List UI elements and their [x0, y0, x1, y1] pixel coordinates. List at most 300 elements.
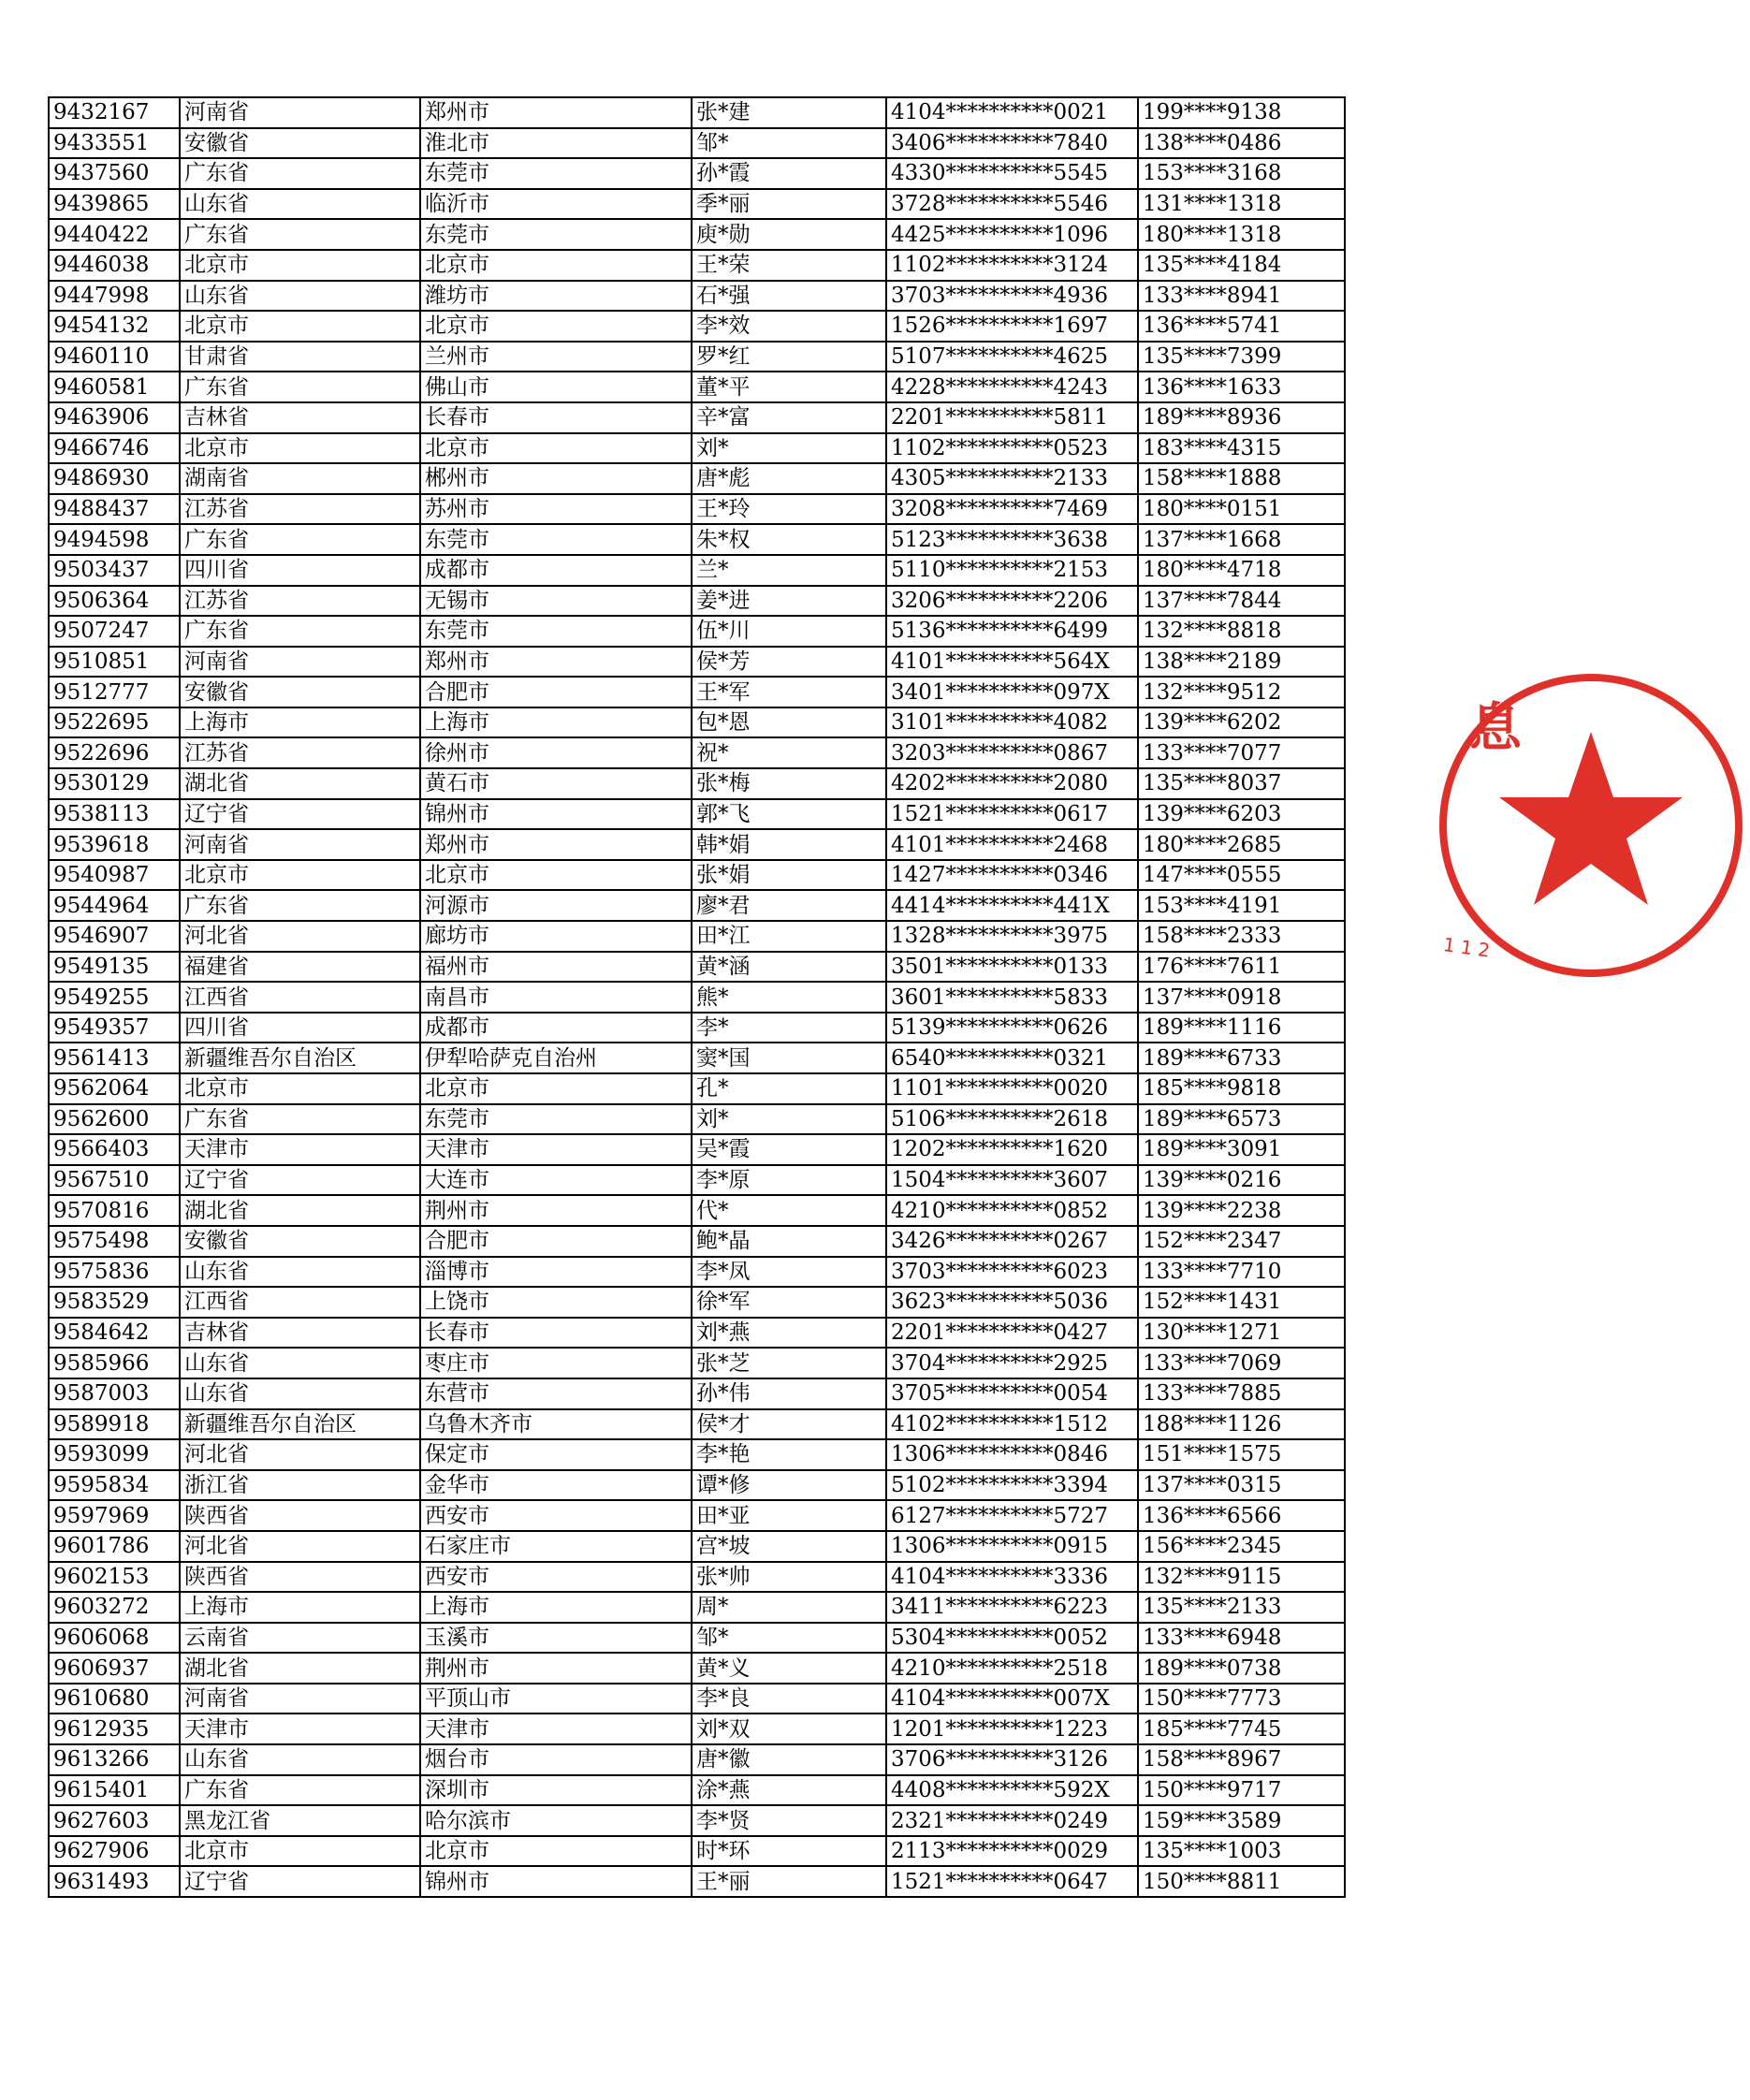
phone-cell: 135****4184 [1138, 250, 1345, 281]
table-row [49, 1195, 1345, 1226]
record-id-cell: 9549255 [49, 982, 180, 1013]
province-cell: 广东省 [180, 158, 420, 189]
name-cell: 田*江 [692, 921, 886, 952]
id-number-cell: 3203**********0867 [886, 737, 1138, 768]
city-cell: 佛山市 [420, 372, 692, 402]
city-cell: 北京市 [420, 250, 692, 281]
table-row [49, 1439, 1345, 1470]
record-id-cell: 9538113 [49, 799, 180, 830]
city-cell: 上海市 [420, 707, 692, 738]
name-cell: 田*亚 [692, 1500, 886, 1531]
name-cell: 宫*坡 [692, 1531, 886, 1562]
phone-cell: 135****2133 [1138, 1592, 1345, 1623]
phone-cell: 137****0918 [1138, 982, 1345, 1013]
record-id-cell: 9575498 [49, 1226, 180, 1257]
id-number-cell: 4210**********0852 [886, 1195, 1138, 1226]
city-cell: 郴州市 [420, 463, 692, 494]
city-cell: 烟台市 [420, 1744, 692, 1775]
phone-cell: 185****7745 [1138, 1714, 1345, 1744]
name-cell: 熊* [692, 982, 886, 1013]
id-number-cell: 1521**********0647 [886, 1866, 1138, 1897]
city-cell: 北京市 [420, 1836, 692, 1867]
province-cell: 山东省 [180, 281, 420, 312]
record-id-cell: 9454132 [49, 311, 180, 342]
record-id-cell: 9460581 [49, 372, 180, 402]
city-cell: 北京市 [420, 1073, 692, 1104]
id-number-cell: 1202**********1620 [886, 1134, 1138, 1165]
record-id-cell: 9522695 [49, 707, 180, 738]
phone-cell: 180****4718 [1138, 555, 1345, 586]
record-id-cell: 9447998 [49, 281, 180, 312]
record-id-cell: 9439865 [49, 189, 180, 220]
record-id-cell: 9463906 [49, 402, 180, 433]
name-cell: 罗*红 [692, 342, 886, 372]
id-number-cell: 3426**********0267 [886, 1226, 1138, 1257]
city-cell: 北京市 [420, 860, 692, 891]
province-cell: 安徽省 [180, 128, 420, 159]
table-row [49, 1348, 1345, 1378]
table-row [49, 524, 1345, 555]
city-cell: 大连市 [420, 1165, 692, 1196]
table-row [49, 799, 1345, 830]
table-row [49, 219, 1345, 250]
phone-cell: 185****9818 [1138, 1073, 1345, 1104]
record-id-cell: 9584642 [49, 1318, 180, 1349]
record-id-cell: 9530129 [49, 768, 180, 799]
name-cell: 李*良 [692, 1684, 886, 1714]
record-id-cell: 9460110 [49, 342, 180, 372]
name-cell: 郭*飞 [692, 799, 886, 830]
city-cell: 锦州市 [420, 799, 692, 830]
table-row [49, 1684, 1345, 1714]
table-row [49, 1836, 1345, 1867]
id-number-cell: 3601**********5833 [886, 982, 1138, 1013]
name-cell: 孙*伟 [692, 1378, 886, 1409]
table-body [49, 97, 1345, 1897]
province-cell: 广东省 [180, 616, 420, 647]
id-number-cell: 4104**********0021 [886, 97, 1138, 128]
name-cell: 时*环 [692, 1836, 886, 1867]
table-row [49, 1409, 1345, 1440]
id-number-cell: 5304**********0052 [886, 1623, 1138, 1654]
name-cell: 窦*国 [692, 1043, 886, 1073]
id-number-cell: 1306**********0915 [886, 1531, 1138, 1562]
phone-cell: 139****0216 [1138, 1165, 1345, 1196]
id-number-cell: 1306**********0846 [886, 1439, 1138, 1470]
record-id-cell: 9506364 [49, 586, 180, 617]
province-cell: 河南省 [180, 829, 420, 860]
table-row [49, 1866, 1345, 1897]
id-number-cell: 5102**********3394 [886, 1470, 1138, 1501]
province-cell: 河北省 [180, 1439, 420, 1470]
record-id-cell: 9597969 [49, 1500, 180, 1531]
id-number-cell: 5136**********6499 [886, 616, 1138, 647]
province-cell: 河南省 [180, 647, 420, 678]
province-cell: 江西省 [180, 1287, 420, 1318]
city-cell: 西安市 [420, 1562, 692, 1593]
city-cell: 东莞市 [420, 524, 692, 555]
name-cell: 王*丽 [692, 1866, 886, 1897]
province-cell: 湖北省 [180, 1195, 420, 1226]
id-number-cell: 5106**********2618 [886, 1104, 1138, 1135]
id-number-cell: 4305**********2133 [886, 463, 1138, 494]
table-row [49, 952, 1345, 983]
province-cell: 广东省 [180, 890, 420, 921]
province-cell: 北京市 [180, 860, 420, 891]
phone-cell: 176****7611 [1138, 952, 1345, 983]
phone-cell: 133****7077 [1138, 737, 1345, 768]
record-id-cell: 9575836 [49, 1257, 180, 1288]
province-cell: 河南省 [180, 1684, 420, 1714]
record-id-cell: 9440422 [49, 219, 180, 250]
city-cell: 合肥市 [420, 677, 692, 707]
province-cell: 广东省 [180, 1775, 420, 1806]
table-row [49, 433, 1345, 464]
id-number-cell: 4414**********441X [886, 890, 1138, 921]
city-cell: 乌鲁木齐市 [420, 1409, 692, 1440]
city-cell: 东营市 [420, 1378, 692, 1409]
record-id-cell: 9494598 [49, 524, 180, 555]
name-cell: 徐*军 [692, 1287, 886, 1318]
name-cell: 侯*芳 [692, 647, 886, 678]
record-id-cell: 9602153 [49, 1562, 180, 1593]
id-number-cell: 3728**********5546 [886, 189, 1138, 220]
record-id-cell: 9433551 [49, 128, 180, 159]
province-cell: 新疆维吾尔自治区 [180, 1043, 420, 1073]
table-row [49, 982, 1345, 1013]
name-cell: 季*丽 [692, 189, 886, 220]
phone-cell: 153****4191 [1138, 890, 1345, 921]
id-number-cell: 4408**********592X [886, 1775, 1138, 1806]
phone-cell: 138****0486 [1138, 128, 1345, 159]
province-cell: 辽宁省 [180, 1866, 420, 1897]
seal-star-icon [1499, 732, 1683, 905]
city-cell: 淮北市 [420, 128, 692, 159]
id-number-cell: 1504**********3607 [886, 1165, 1138, 1196]
id-number-cell: 3501**********0133 [886, 952, 1138, 983]
city-cell: 东莞市 [420, 219, 692, 250]
id-number-cell: 3705**********0054 [886, 1378, 1138, 1409]
name-cell: 张*芝 [692, 1348, 886, 1378]
phone-cell: 139****2238 [1138, 1195, 1345, 1226]
province-cell: 福建省 [180, 952, 420, 983]
record-id-cell: 9561413 [49, 1043, 180, 1073]
table-row [49, 737, 1345, 768]
name-cell: 伍*川 [692, 616, 886, 647]
name-cell: 李*凤 [692, 1257, 886, 1288]
province-cell: 湖南省 [180, 463, 420, 494]
name-cell: 鲍*晶 [692, 1226, 886, 1257]
name-cell: 孙*霞 [692, 158, 886, 189]
province-cell: 吉林省 [180, 1318, 420, 1349]
province-cell: 辽宁省 [180, 799, 420, 830]
province-cell: 云南省 [180, 1623, 420, 1654]
record-id-cell: 9593099 [49, 1439, 180, 1470]
name-cell: 刘*燕 [692, 1318, 886, 1349]
city-cell: 郑州市 [420, 829, 692, 860]
name-cell: 朱*权 [692, 524, 886, 555]
record-id-cell: 9488437 [49, 494, 180, 525]
name-cell: 张*建 [692, 97, 886, 128]
record-id-cell: 9486930 [49, 463, 180, 494]
city-cell: 潍坊市 [420, 281, 692, 312]
record-id-cell: 9603272 [49, 1592, 180, 1623]
name-cell: 王*荣 [692, 250, 886, 281]
province-cell: 北京市 [180, 1073, 420, 1104]
id-number-cell: 2201**********5811 [886, 402, 1138, 433]
record-id-cell: 9615401 [49, 1775, 180, 1806]
phone-cell: 133****8941 [1138, 281, 1345, 312]
table-row [49, 1531, 1345, 1562]
record-id-cell: 9540987 [49, 860, 180, 891]
table-row [49, 1378, 1345, 1409]
id-number-cell: 1201**********1223 [886, 1714, 1138, 1744]
city-cell: 保定市 [420, 1439, 692, 1470]
name-cell: 李* [692, 1013, 886, 1043]
phone-cell: 188****1126 [1138, 1409, 1345, 1440]
city-cell: 苏州市 [420, 494, 692, 525]
name-cell: 张*梅 [692, 768, 886, 799]
phone-cell: 189****6733 [1138, 1043, 1345, 1073]
province-cell: 陕西省 [180, 1562, 420, 1593]
name-cell: 李*贤 [692, 1805, 886, 1836]
table-row [49, 1653, 1345, 1684]
phone-cell: 136****5741 [1138, 311, 1345, 342]
province-cell: 河北省 [180, 921, 420, 952]
phone-cell: 137****0315 [1138, 1470, 1345, 1501]
phone-cell: 132****9115 [1138, 1562, 1345, 1593]
name-cell: 李*原 [692, 1165, 886, 1196]
id-number-cell: 1102**********3124 [886, 250, 1138, 281]
phone-cell: 189****0738 [1138, 1653, 1345, 1684]
name-cell: 张*娟 [692, 860, 886, 891]
id-number-cell: 3206**********2206 [886, 586, 1138, 617]
id-number-cell: 1526**********1697 [886, 311, 1138, 342]
name-cell: 黄*涵 [692, 952, 886, 983]
province-cell: 山东省 [180, 1378, 420, 1409]
name-cell: 孔* [692, 1073, 886, 1104]
table-row [49, 1775, 1345, 1806]
table-row [49, 1257, 1345, 1288]
phone-cell: 139****6203 [1138, 799, 1345, 830]
phone-cell: 180****1318 [1138, 219, 1345, 250]
table-row [49, 616, 1345, 647]
name-cell: 吴*霞 [692, 1134, 886, 1165]
seal-number: 112 [1441, 933, 1497, 963]
city-cell: 东莞市 [420, 1104, 692, 1135]
phone-cell: 156****2345 [1138, 1531, 1345, 1562]
city-cell: 南昌市 [420, 982, 692, 1013]
phone-cell: 132****9512 [1138, 677, 1345, 707]
city-cell: 玉溪市 [420, 1623, 692, 1654]
name-cell: 董*平 [692, 372, 886, 402]
table-row [49, 1470, 1345, 1501]
city-cell: 石家庄市 [420, 1531, 692, 1562]
id-number-cell: 1101**********0020 [886, 1073, 1138, 1104]
province-cell: 广东省 [180, 1104, 420, 1135]
table-row [49, 829, 1345, 860]
name-cell: 王*军 [692, 677, 886, 707]
phone-cell: 159****3589 [1138, 1805, 1345, 1836]
province-cell: 山东省 [180, 1257, 420, 1288]
city-cell: 金华市 [420, 1470, 692, 1501]
province-cell: 广东省 [180, 372, 420, 402]
province-cell: 山东省 [180, 1744, 420, 1775]
id-number-cell: 3208**********7469 [886, 494, 1138, 525]
name-cell: 邹* [692, 1623, 886, 1654]
record-id-cell: 9567510 [49, 1165, 180, 1196]
table-row [49, 97, 1345, 128]
table-row [49, 158, 1345, 189]
record-id-cell: 9512777 [49, 677, 180, 707]
city-cell: 平顶山市 [420, 1684, 692, 1714]
id-number-cell: 2113**********0029 [886, 1836, 1138, 1867]
id-number-cell: 4228**********4243 [886, 372, 1138, 402]
table-row [49, 1714, 1345, 1744]
record-id-cell: 9507247 [49, 616, 180, 647]
seal-character: 息 [1469, 697, 1522, 759]
phone-cell: 180****2685 [1138, 829, 1345, 860]
record-id-cell: 9432167 [49, 97, 180, 128]
record-id-cell: 9510851 [49, 647, 180, 678]
city-cell: 兰州市 [420, 342, 692, 372]
phone-cell: 151****1575 [1138, 1439, 1345, 1470]
table-row [49, 250, 1345, 281]
record-id-cell: 9549357 [49, 1013, 180, 1043]
phone-cell: 135****1003 [1138, 1836, 1345, 1867]
data-table [48, 96, 1346, 1898]
phone-cell: 183****4315 [1138, 433, 1345, 464]
phone-cell: 150****9717 [1138, 1775, 1345, 1806]
table-row [49, 281, 1345, 312]
phone-cell: 132****8818 [1138, 616, 1345, 647]
table-row [49, 1744, 1345, 1775]
city-cell: 合肥市 [420, 1226, 692, 1257]
province-cell: 甘肃省 [180, 342, 420, 372]
province-cell: 北京市 [180, 433, 420, 464]
city-cell: 西安市 [420, 1500, 692, 1531]
record-id-cell: 9549135 [49, 952, 180, 983]
city-cell: 上饶市 [420, 1287, 692, 1318]
phone-cell: 180****0151 [1138, 494, 1345, 525]
province-cell: 北京市 [180, 311, 420, 342]
city-cell: 北京市 [420, 433, 692, 464]
province-cell: 河南省 [180, 97, 420, 128]
province-cell: 上海市 [180, 1592, 420, 1623]
table-row [49, 463, 1345, 494]
record-id-cell: 9606068 [49, 1623, 180, 1654]
name-cell: 李*效 [692, 311, 886, 342]
name-cell: 周* [692, 1592, 886, 1623]
record-id-cell: 9466746 [49, 433, 180, 464]
id-number-cell: 3704**********2925 [886, 1348, 1138, 1378]
city-cell: 锦州市 [420, 1866, 692, 1897]
id-number-cell: 3623**********5036 [886, 1287, 1138, 1318]
province-cell: 湖北省 [180, 1653, 420, 1684]
table-row [49, 647, 1345, 678]
phone-cell: 137****1668 [1138, 524, 1345, 555]
name-cell: 李*艳 [692, 1439, 886, 1470]
province-cell: 江苏省 [180, 494, 420, 525]
province-cell: 安徽省 [180, 1226, 420, 1257]
name-cell: 张*帅 [692, 1562, 886, 1593]
name-cell: 廖*君 [692, 890, 886, 921]
record-id-cell: 9539618 [49, 829, 180, 860]
city-cell: 伊犁哈萨克自治州 [420, 1043, 692, 1073]
city-cell: 哈尔滨市 [420, 1805, 692, 1836]
name-cell: 兰* [692, 555, 886, 586]
city-cell: 无锡市 [420, 586, 692, 617]
name-cell: 石*强 [692, 281, 886, 312]
id-number-cell: 6540**********0321 [886, 1043, 1138, 1073]
record-id-cell: 9544964 [49, 890, 180, 921]
id-number-cell: 4102**********1512 [886, 1409, 1138, 1440]
phone-cell: 136****1633 [1138, 372, 1345, 402]
record-id-cell: 9503437 [49, 555, 180, 586]
id-number-cell: 5139**********0626 [886, 1013, 1138, 1043]
city-cell: 荆州市 [420, 1653, 692, 1684]
phone-cell: 189****3091 [1138, 1134, 1345, 1165]
city-cell: 成都市 [420, 555, 692, 586]
table-row [49, 1134, 1345, 1165]
province-cell: 江苏省 [180, 586, 420, 617]
name-cell: 刘*双 [692, 1714, 886, 1744]
table-row [49, 677, 1345, 707]
province-cell: 广东省 [180, 219, 420, 250]
table-row [49, 342, 1345, 372]
id-number-cell: 4202**********2080 [886, 768, 1138, 799]
table-row [49, 1318, 1345, 1349]
province-cell: 湖北省 [180, 768, 420, 799]
phone-cell: 153****3168 [1138, 158, 1345, 189]
record-id-cell: 9627906 [49, 1836, 180, 1867]
province-cell: 河北省 [180, 1531, 420, 1562]
id-number-cell: 2201**********0427 [886, 1318, 1138, 1349]
name-cell: 侯*才 [692, 1409, 886, 1440]
record-id-cell: 9562064 [49, 1073, 180, 1104]
name-cell: 代* [692, 1195, 886, 1226]
phone-cell: 133****7710 [1138, 1257, 1345, 1288]
id-number-cell: 4101**********564X [886, 647, 1138, 678]
id-number-cell: 1328**********3975 [886, 921, 1138, 952]
table-row [49, 707, 1345, 738]
record-id-cell: 9612935 [49, 1714, 180, 1744]
name-cell: 刘* [692, 433, 886, 464]
record-id-cell: 9583529 [49, 1287, 180, 1318]
id-number-cell: 1521**********0617 [886, 799, 1138, 830]
record-id-cell: 9601786 [49, 1531, 180, 1562]
record-id-cell: 9566403 [49, 1134, 180, 1165]
city-cell: 东莞市 [420, 158, 692, 189]
record-id-cell: 9595834 [49, 1470, 180, 1501]
phone-cell: 150****8811 [1138, 1866, 1345, 1897]
name-cell: 谭*修 [692, 1470, 886, 1501]
name-cell: 黄*义 [692, 1653, 886, 1684]
id-number-cell: 5123**********3638 [886, 524, 1138, 555]
city-cell: 福州市 [420, 952, 692, 983]
id-number-cell: 1427**********0346 [886, 860, 1138, 891]
province-cell: 四川省 [180, 1013, 420, 1043]
name-cell: 唐*徽 [692, 1744, 886, 1775]
province-cell: 江西省 [180, 982, 420, 1013]
id-number-cell: 4330**********5545 [886, 158, 1138, 189]
province-cell: 浙江省 [180, 1470, 420, 1501]
table-row [49, 1805, 1345, 1836]
id-number-cell: 6127**********5727 [886, 1500, 1138, 1531]
table-row [49, 372, 1345, 402]
city-cell: 长春市 [420, 1318, 692, 1349]
id-number-cell: 3706**********3126 [886, 1744, 1138, 1775]
